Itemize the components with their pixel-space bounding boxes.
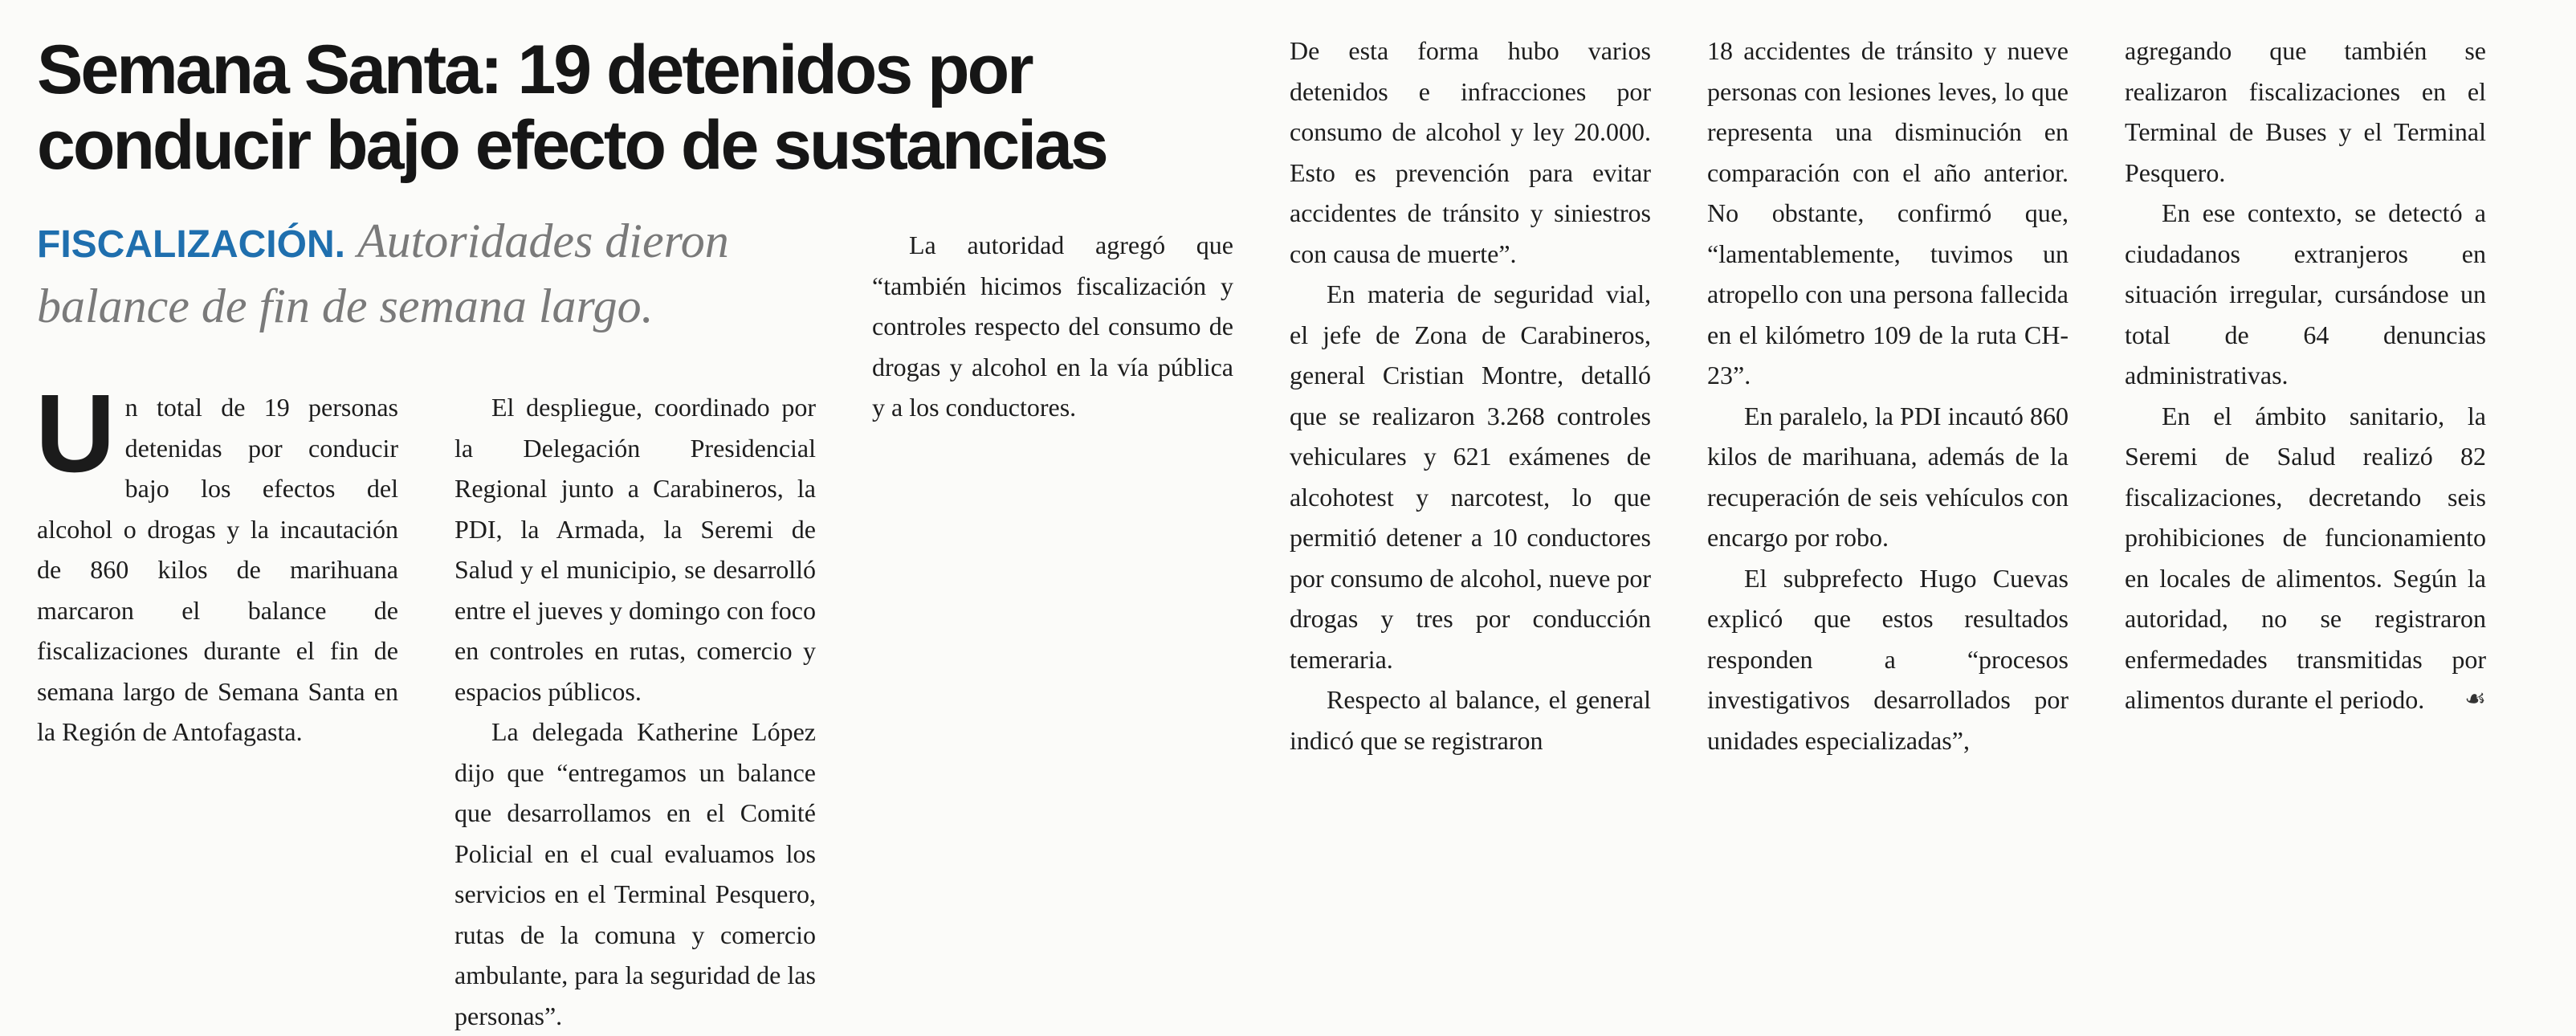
paragraph: La delegada Katherine López dijo que “entregamos un balance que desarrollamos en el Comité Policial en el cual evaluamos los servicios en el Terminal Pesquero, rutas de la comuna y comercio ambulante, para la seguridad de las personas”. bbox=[454, 717, 816, 1030]
deck: Autoridades dieron balance de fin de semana largo. bbox=[37, 214, 729, 332]
column-3 bbox=[872, 225, 1233, 428]
paragraph bbox=[2125, 396, 2486, 720]
paragraph: 18 accidentes de tránsito y nueve personas con lesiones leves, lo que representa una disminución en comparación con el año anterior. No obstante, confirmó que, “lamentablemente, tuvimos un atropello con una persona fallecida en el kilómetro 109 de la ruta CH-23”. bbox=[1707, 36, 2069, 390]
end-mark-icon: ☙ bbox=[2464, 685, 2486, 713]
paragraph: El despliegue, coordinado por la Delegación Presidencial Regional junto a Carabineros, la PDI, la Armada, la Seremi de Salud y el municipio, se desarrolló entre el jueves y domingo con foco en controles en rutas, comercio y espacios públicos. bbox=[454, 393, 816, 706]
column-4 bbox=[1290, 31, 1651, 761]
lead-text: n total de 19 personas detenidas por conducir bajo los efectos del alcohol o drogas y la incautación de 860 kilos de marihuana marcaron el balance de fiscalizaciones durante el fin de semana largo de Semana Santa en la Región de Antofagasta. bbox=[37, 393, 398, 746]
paragraph: El subprefecto Hugo Cuevas explicó que estos resultados responden a “procesos investigativos desarrollados por unidades especializadas”, bbox=[1707, 563, 2069, 755]
kicker-tag: FISCALIZACIÓN. bbox=[37, 223, 345, 266]
headline: Semana Santa: 19 detenidos por conducir bajo efecto de sustancias bbox=[37, 31, 1107, 184]
paragraph: La autoridad agregó que “también hicimos fiscalización y controles respecto del consumo de drogas y alcohol en la vía pública y a los conductores. bbox=[872, 230, 1233, 422]
paragraph: De esta forma hubo varios detenidos e infracciones por consumo de alcohol y ley 20.000. Esto es prevención para evitar accidentes de tránsito y siniestros con causa de muerte”. bbox=[1290, 36, 1651, 268]
paragraph: En paralelo, la PDI incautó 860 kilos de marihuana, además de la recuperación de seis vehículos con encargo por robo. bbox=[1707, 401, 2069, 552]
final-text: En el ámbito sanitario, la Seremi de Salud realizó 82 fiscalizaciones, decretando seis prohibiciones de funcionamiento en locales de alimentos. Según la autoridad, no se registraron enfermedades transmitidas por alimentos durante el periodo. bbox=[2125, 401, 2486, 714]
paragraph: Respecto al balance, el general indicó que se registraron bbox=[1290, 685, 1651, 755]
drop-cap: U bbox=[35, 372, 116, 496]
lead-paragraph bbox=[35, 372, 398, 753]
paragraph: En ese contexto, se detectó a ciudadanos extranjeros en situación irregular, cursándose un total de 64 denuncias administrativas. bbox=[2125, 198, 2486, 390]
column-1 bbox=[35, 372, 398, 753]
kicker bbox=[37, 210, 872, 336]
column-5 bbox=[1707, 31, 2069, 761]
paragraph: En materia de seguridad vial, el jefe de Zona de Carabineros, general Cristian Montre, detalló que se realizaron 3.268 controles vehiculares y 621 exámenes de alcohotest y narcotest, lo que permitió detener a 10 conductores por consumo de alcohol, nueve por drogas y tres por conducción temeraria. bbox=[1290, 279, 1651, 674]
column-6 bbox=[2125, 31, 2486, 720]
paragraph: agregando que también se realizaron fiscalizaciones en el Terminal de Buses y el Terminal Pesquero. bbox=[2125, 36, 2486, 187]
column-2 bbox=[454, 387, 816, 1036]
